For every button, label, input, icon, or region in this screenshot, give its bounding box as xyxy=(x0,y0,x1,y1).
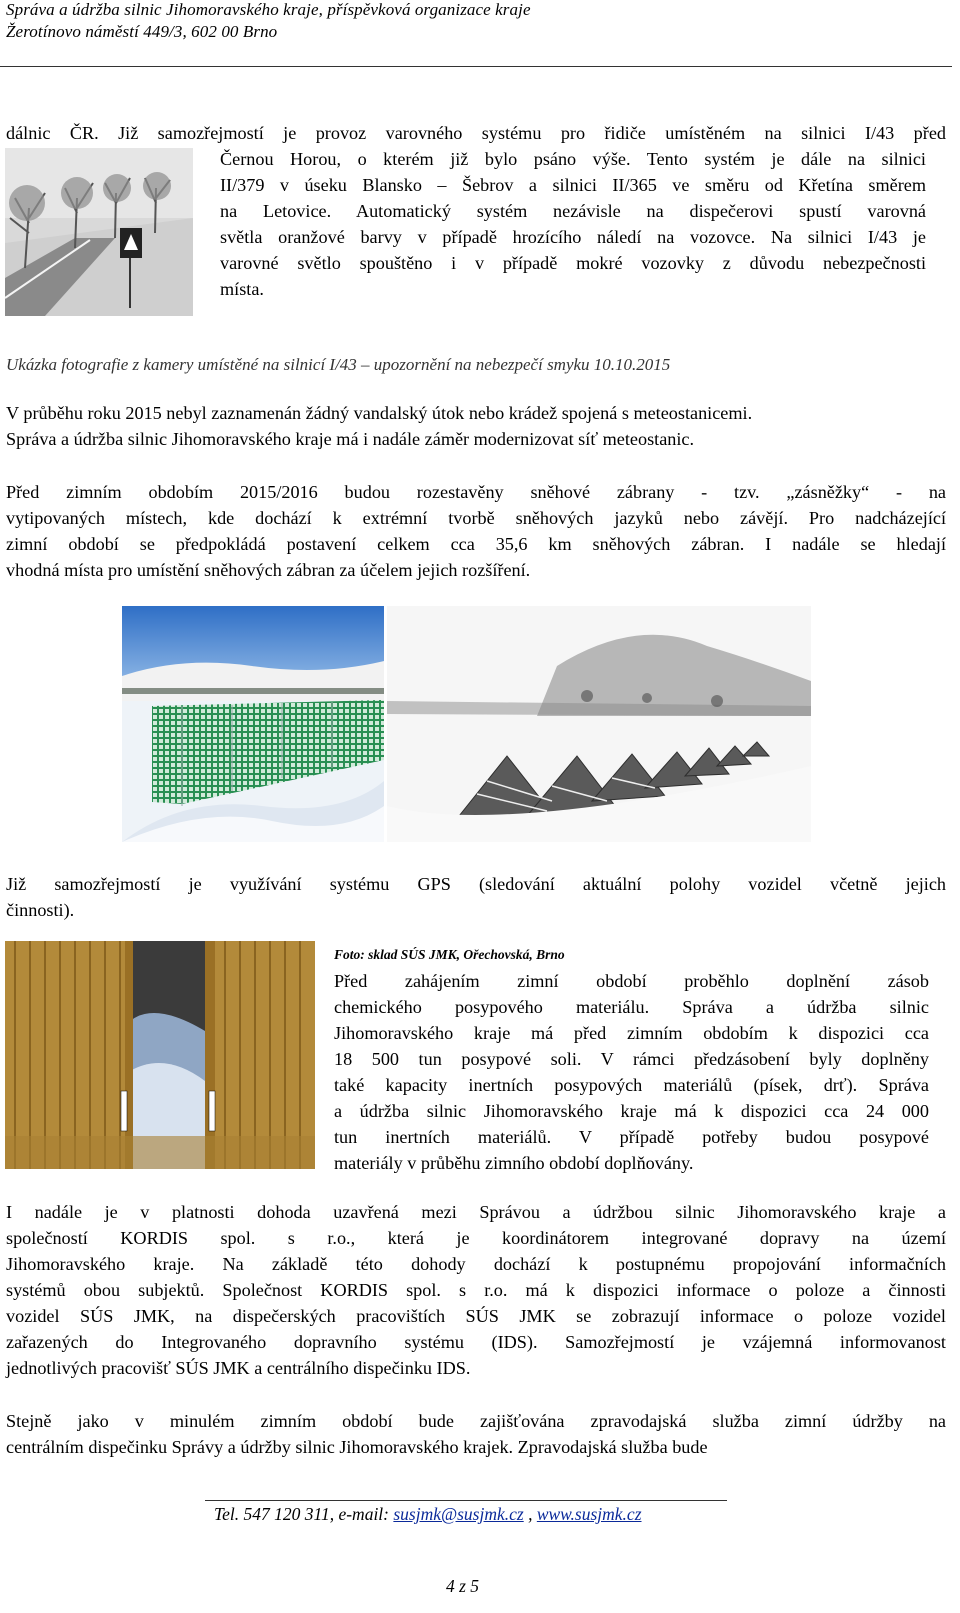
text-line: místa. xyxy=(220,279,264,299)
text-line: Již samozřejmostí je využívání systému GPS (sledování aktuální polohy vozidel včetně jejich xyxy=(6,874,946,894)
text-line: jednotlivých pracovišť SÚS JMK a centrálního dispečinku IDS. xyxy=(6,1358,471,1378)
header-divider xyxy=(0,66,952,67)
paragraph-reporting-service xyxy=(6,1408,946,1460)
text-line: společností KORDIS spol. s r.o., která je koordinátorem integrované dopravy na území xyxy=(6,1228,946,1248)
text-line: vhodná místa pro umístění sněhových zábran za účelem jejich rozšíření. xyxy=(6,560,531,580)
photo-caption: Ukázka fotografie z kamery umístěné na silnicí I/43 – upozornění na nebezpečí smyku 10.10.2015 xyxy=(6,355,671,374)
text-line: a údržba silnic Jihomoravského kraje má k dispozici cca 24 000 xyxy=(334,1101,929,1121)
text-line: také kapacity inertních posypových materiálů (písek, drť). Správa xyxy=(334,1075,929,1095)
text-line: Stejně jako v minulém zimním období bude zajišťována zpravodajská služba zimní údržby na xyxy=(6,1411,946,1431)
letterhead-address: Žerotínovo náměstí 449/3, 602 00 Brno xyxy=(6,22,278,41)
paragraph-warning-system xyxy=(6,120,946,146)
text-line: systémů obou subjektů. Společnost KORDIS spol. s r.o. má k dispozici informace o poloze a činnosti xyxy=(6,1280,946,1300)
text-line: chemického posypového materiálu. Správa a údržba silnic xyxy=(334,997,929,1017)
text-line: 18 500 tun posypové soli. V rámci předzásobení byly doplněny xyxy=(334,1049,929,1069)
letterhead-organization: Správa a údržba silnic Jihomoravského kraje, příspěvková organizace kraje xyxy=(6,0,531,19)
text-line: Před zimním obdobím 2015/2016 budou rozestavěny sněhové zábrany - tzv. „zásněžky“ - na xyxy=(6,482,946,502)
paragraph-gritting-material xyxy=(334,968,929,1176)
text-line: vozidel SÚS JMK, na dispečerských pracovištích SÚS JMK se zobrazují informace o poloze vozidel xyxy=(6,1306,946,1326)
text-line: I nadále je v platnosti dohoda uzavřená mezi Správou a údržbou silnic Jihomoravského kraje a xyxy=(6,1202,946,1222)
page-number: 4 z 5 xyxy=(446,1576,480,1596)
paragraph-meteostations xyxy=(6,400,946,452)
text-line: materiály v průběhu zimního období doplňovány. xyxy=(334,1153,694,1173)
paragraph-gps xyxy=(6,871,946,923)
wooden-snow-barriers-photo xyxy=(387,606,811,842)
road-camera-photo xyxy=(5,148,193,316)
text-line: Před zahájením zimní období proběhlo doplnění zásob xyxy=(334,971,929,991)
footer-separator: , xyxy=(523,1504,537,1524)
text-line: Černou Horou, o kterém již bylo psáno výše. Tento systém je dále na silnici xyxy=(220,149,926,169)
text-line: zimní období se předpokládá postavení celkem cca 35,6 km sněhových zábran. I nadále se hledají xyxy=(6,534,946,554)
text-line: Jihomoravského kraje má před zimním obdobím k dispozici cca xyxy=(334,1023,929,1043)
text-line: II/379 v úseku Blansko – Šebrov a silnici II/365 ve směru od Křetína směrem xyxy=(220,175,926,195)
text-line: činnosti). xyxy=(6,900,75,920)
text-line: světla oranžové barvy v případě hrozícího náledí na vozovce. Na silnici I/43 je xyxy=(220,227,926,247)
footer-divider xyxy=(205,1500,727,1501)
footer-contact xyxy=(214,1504,642,1525)
text-line: centrálním dispečinku Správy a údržby silnic Jihomoravského krajek. Zpravodajská služba bude xyxy=(6,1437,708,1457)
text-line: V průběhu roku 2015 nebyl zaznamenán žádný vandalský útok nebo krádež spojená s meteostanicemi. xyxy=(6,403,753,423)
photo-caption-storage: Foto: sklad SÚS JMK, Ořechovská, Brno xyxy=(334,947,565,962)
snow-fence-photo xyxy=(122,606,384,842)
text-line: zařazených do Integrovaného dopravního systému (IDS). Samozřejmostí je vzájemná informovanost xyxy=(6,1332,946,1352)
paragraph-snow-barriers xyxy=(6,479,946,583)
salt-storage-photo xyxy=(5,941,315,1169)
text-line: Správa a údržba silnic Jihomoravského kraje má i nadále záměr modernizovat síť meteostanic. xyxy=(6,429,695,449)
footer-web-link[interactable]: www.susjmk.cz xyxy=(536,1504,642,1524)
text-line: Jihomoravského kraje. Na základě této dohody dochází k postupnému propojování informačních xyxy=(6,1254,946,1274)
text-line: vytipovaných místech, kde dochází k extrémní tvorbě sněhových jazyků nebo závějí. Pro nadcházející xyxy=(6,508,946,528)
paragraph-warning-system-wrapped xyxy=(220,146,926,302)
paragraph-kordis xyxy=(6,1199,946,1381)
text-line: varovné světlo spouštěno i v případě mokré vozovky z důvodu nebezpečnosti xyxy=(220,253,926,273)
footer-email-link[interactable]: susjmk@susjmk.cz xyxy=(393,1504,524,1524)
text-line: na Letovice. Automatický systém nezávisle na dispečerovi spustí varovná xyxy=(220,201,926,221)
text-line: dálnic ČR. Již samozřejmostí je provoz varovného systému pro řidiče umístěném na silnici I/43 před xyxy=(6,123,946,143)
footer-phone: Tel. 547 120 311, e-mail: xyxy=(214,1504,394,1524)
text-line: tun inertních materiálů. V případě potřeby budou posypové xyxy=(334,1127,929,1147)
